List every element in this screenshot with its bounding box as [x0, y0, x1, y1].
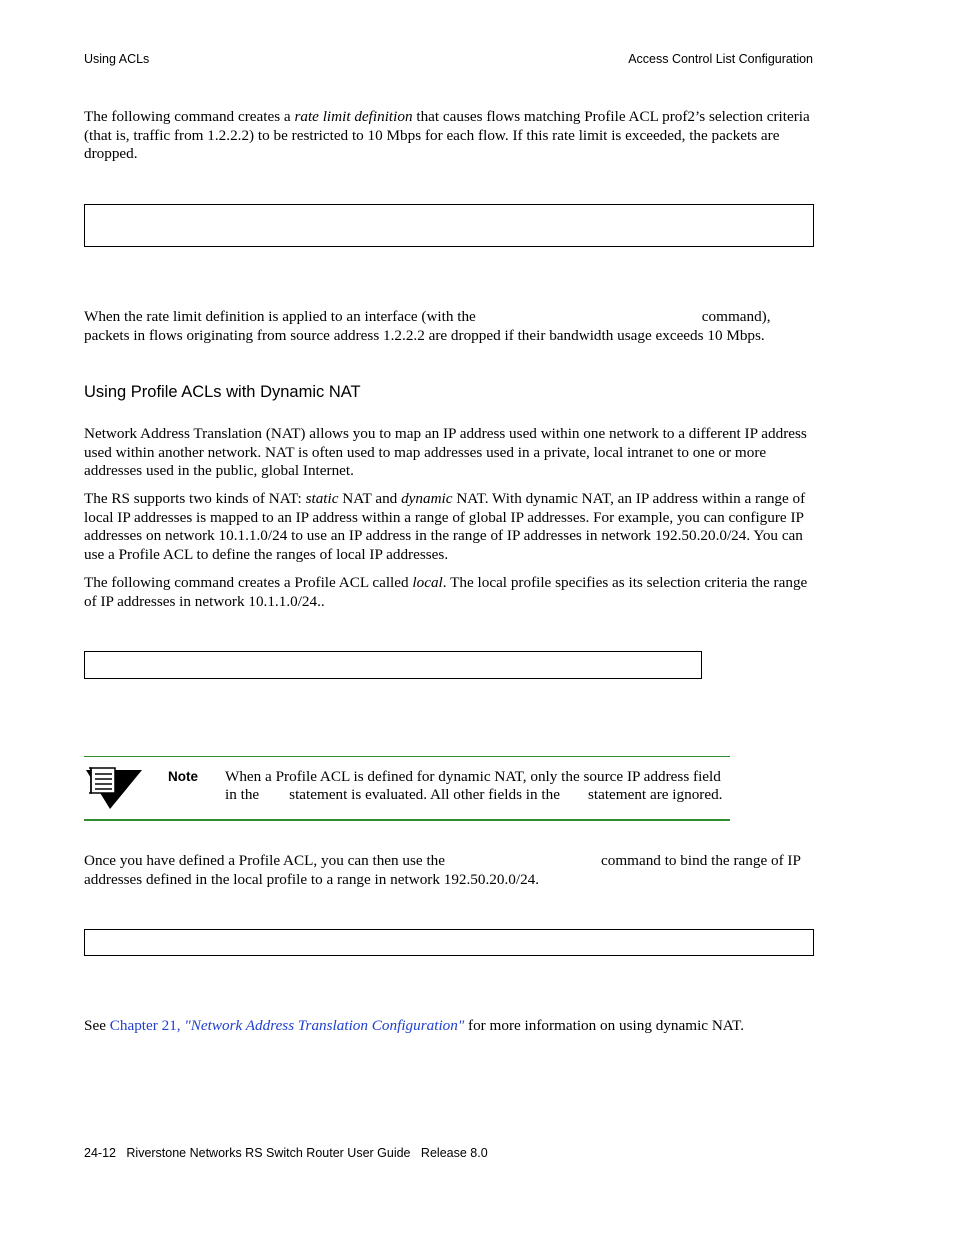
command-example-box-profile-acl — [84, 651, 702, 679]
note-bottom-rule — [84, 819, 730, 821]
paragraph-nat-kinds — [84, 490, 814, 564]
paragraph-rate-limit-applied — [84, 308, 814, 345]
text-run: statement is evaluated. All other fields in the — [289, 786, 560, 804]
text-run: The following command creates a Profile ACL called — [84, 574, 413, 591]
paragraph-see-also — [84, 1017, 814, 1036]
text-run: . The local profile specifies as its selection criteria the range of IP addresses in network 10.1.1.0/24.. — [84, 574, 808, 610]
chapter-link[interactable] — [110, 1017, 465, 1034]
paragraph-profile-acl-local — [84, 574, 814, 611]
running-header-left: Using ACLs — [84, 52, 150, 66]
text-run: that causes flows matching Profile ACL prof2’s selection criteria (that is, traffic from 1.2.2.2) to be restricted to 10 Mbps for each flow. If this rate limit is exceeded, the packets are dropped. — [84, 108, 810, 163]
text-run: When a Profile ACL is defined for dynamic NAT, only the source IP address field in the — [225, 768, 721, 804]
text-run: The RS supports two kinds of NAT: — [84, 490, 306, 507]
text-run: When the rate limit definition is applied to an interface (with the — [84, 308, 476, 325]
paragraph-nat-intro: Network Address Translation (NAT) allows you to map an IP address used within one network to a different IP address used within another network. NAT is often used to map addresses used in a private, local intranet to one or more addresses used in the public, global Internet. — [84, 425, 807, 480]
emphasis-text: rate limit definition — [294, 108, 413, 125]
emphasis-text: dynamic — [401, 490, 453, 507]
text-run: NAT and — [338, 490, 402, 507]
command-example-box-rate-limit — [84, 204, 814, 247]
note-icon — [86, 765, 142, 811]
link-text[interactable]: Chapter 21, — [109, 1017, 185, 1034]
link-text[interactable]: "Network Address Translation Configuration" — [184, 1017, 465, 1034]
text-run: command), packets in flows originating from source address 1.2.2.2 are dropped if their bandwidth usage exceeds 10 Mbps. — [84, 308, 771, 344]
text-run: Once you have defined a Profile ACL, you can then use the — [84, 852, 446, 869]
page-footer: 24-12 Riverstone Networks RS Switch Router User Guide Release 8.0 — [84, 1146, 488, 1160]
text-run: for more information on using dynamic NAT. — [464, 1017, 745, 1034]
text-run: statement are ignored. — [587, 786, 723, 804]
note-text — [225, 768, 735, 805]
text-run: command to bind the range of IP addresses defined in the local profile to a range in network 192.50.20.0/24. — [84, 852, 801, 888]
note-top-rule — [84, 756, 730, 757]
running-header-right: Access Control List Configuration — [628, 52, 813, 66]
paragraph-rate-limit-intro — [84, 108, 814, 164]
note-label: Note — [168, 769, 198, 784]
command-example-box-nat — [84, 929, 814, 956]
section-heading: Using Profile ACLs with Dynamic NAT — [84, 383, 361, 401]
text-run: The following command creates a — [84, 108, 295, 125]
emphasis-text: static — [305, 490, 339, 507]
paragraph-nat-bind — [84, 852, 814, 889]
text-run: NAT. With dynamic NAT, an IP address within a range of local IP addresses is mapped to an IP address within a range of global IP addresses. For example, you can configure IP addresses on network 10.1.1.0/24 to use an IP address in the range of IP addresses in network 192.50.20.0/24. You can use a Profile ACL to define the ranges of local IP addresses. — [84, 490, 806, 563]
emphasis-text: local — [412, 574, 443, 591]
text-run: See — [84, 1017, 110, 1034]
